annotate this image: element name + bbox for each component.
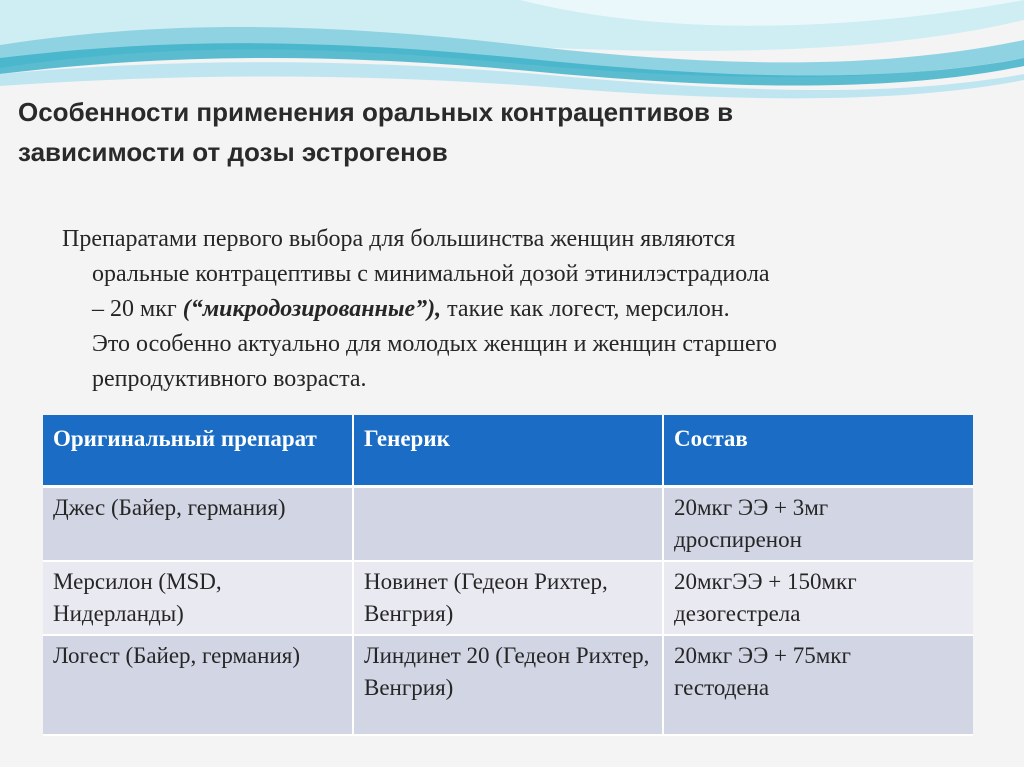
cell-composition <box>663 561 973 635</box>
intro-line-5: репродуктивного возраста. <box>92 366 367 392</box>
header-original: Оригинальный препарат <box>43 415 353 487</box>
intro-line-2: оральные контрацептивы с минимальной дозой этинилэстрадиола <box>92 261 770 287</box>
intro-line-3 <box>62 292 982 327</box>
composition-line-2: дроспиренон <box>674 527 802 552</box>
intro-line-1: Препаратами первого выбора для большинства женщин являются <box>62 226 736 252</box>
cell-original: Джес (Байер, германия) <box>43 487 353 562</box>
microdosed-emphasis: (“микродозированные”), <box>182 296 442 322</box>
composition-line-2: гестодена <box>674 675 770 700</box>
composition-line-1: 20мкг ЭЭ + 75мкг <box>674 643 851 668</box>
cell-generic: Новинет (Гедеон Рихтер, Венгрия) <box>353 561 663 635</box>
cell-generic: Линдинет 20 (Гедеон Рихтер, Венгрия) <box>353 635 663 735</box>
intro-line-4: Это особенно актуально для молодых женщин и женщин старшего <box>92 331 777 357</box>
cell-original: Мерсилон (MSD, Нидерланды) <box>43 561 353 635</box>
slide-title-line-2: зависимости от дозы эстрогенов <box>18 137 448 167</box>
intro-line-3-post: такие как логест, мерсилон. <box>441 296 730 322</box>
slide-title-line-1: Особенности применения оральных контрацептивов в <box>18 97 734 127</box>
cell-composition <box>663 635 973 735</box>
table-row <box>43 487 973 562</box>
contraceptives-table <box>43 415 973 736</box>
header-generic: Генерик <box>353 415 663 487</box>
intro-paragraph <box>62 222 982 397</box>
cell-generic <box>353 487 663 562</box>
composition-line-2: дезогестрела <box>674 601 801 626</box>
table-row <box>43 635 973 735</box>
intro-line-3-pre: – 20 мкг <box>92 296 183 322</box>
header-composition: Состав <box>663 415 973 487</box>
table-row <box>43 561 973 635</box>
cell-composition <box>663 487 973 562</box>
cell-original: Логест (Байер, германия) <box>43 635 353 735</box>
composition-line-1: 20мкгЭЭ + 150мкг <box>674 569 857 594</box>
slide-title <box>18 92 898 172</box>
table-header-row <box>43 415 973 487</box>
composition-line-1: 20мкг ЭЭ + 3мг <box>674 495 829 520</box>
